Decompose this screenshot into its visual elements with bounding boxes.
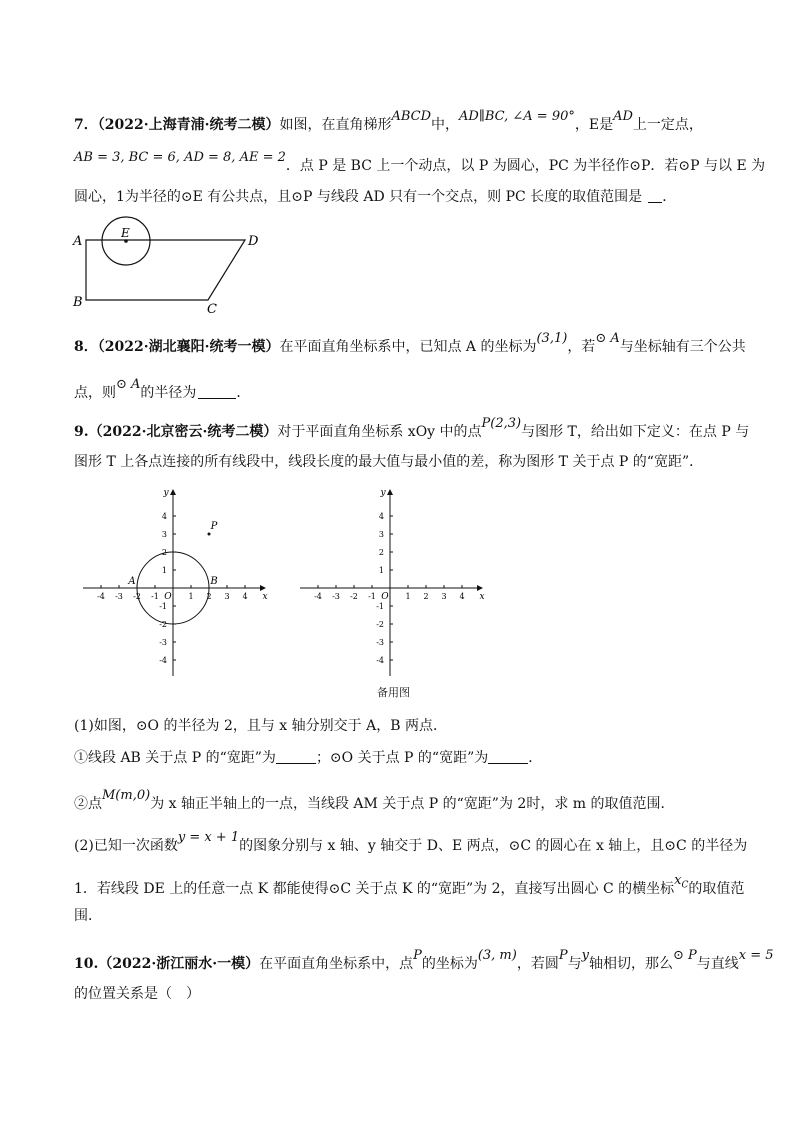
q9-part-1b <box>74 788 675 815</box>
point-p <box>208 533 211 536</box>
q9-text: 为 x 轴正半轴上的一点，当线段 AM 关于点 P 的“宽距”为 2时，求 m 的取值范围． <box>150 796 675 812</box>
fig2-x-tick-label: -2 <box>350 592 358 601</box>
label-b: B <box>73 295 83 310</box>
fig2-origin-label: O <box>381 592 389 602</box>
fig1-y-label: y <box>163 488 169 498</box>
q9-text: 的取值范 <box>688 881 745 897</box>
fig2-x-tick-label: -3 <box>332 592 340 601</box>
q9-part-1a <box>74 748 542 768</box>
q9-text: (1)如图，⊙O 的半径为 2，且与 x 轴分别交于 A，B 两点． <box>74 718 447 734</box>
q8-number: 8． <box>74 339 98 355</box>
q7-text: 上一定点， <box>632 117 703 133</box>
q9-math-point-p: P(2,3) <box>481 416 522 431</box>
q9-part-2-end <box>74 906 102 926</box>
q9-math-xc <box>674 873 689 891</box>
fig2-y-tick-label: 1 <box>378 566 384 575</box>
q9-text: 图形 T 上各点连接的所有线段中，线段长度的最大值与最小值的差，称为图形 T 关于点 P 的“宽距”． <box>74 454 704 470</box>
q8-text: 与坐标轴有三个公共 <box>619 339 746 355</box>
q10-math-circle-p: ⊙ P <box>672 948 697 963</box>
label-c: C <box>207 302 217 317</box>
q10-number: 10. <box>74 956 99 972</box>
q7-math-lengths: AB = 3, BC = 6, AD = 8, AE = 2 <box>74 150 286 165</box>
fig2-x-label: x <box>479 592 485 602</box>
q7-text: 如图，在直角梯形 <box>279 117 392 133</box>
q7-text: ，E是 <box>574 117 614 133</box>
label-a: A <box>73 234 83 249</box>
fig1-y-tick-label: -1 <box>159 602 167 611</box>
fig2-x-tick-label: -1 <box>368 592 376 601</box>
fig1-x-tick-label: 2 <box>206 592 212 601</box>
fig2-x-tick-label: 1 <box>405 592 411 601</box>
q10-text: 在平面直角坐标系中，点 <box>259 956 414 972</box>
label-p: P <box>210 521 218 532</box>
q9-math-sub-c: C <box>681 880 689 891</box>
q7-math-ad: AD <box>613 109 633 124</box>
label-e: E <box>121 226 130 240</box>
q9-math-point-m: M(m,0) <box>102 788 151 803</box>
q8-text: ． <box>236 385 251 401</box>
q9-text: 对于平面直角坐标系 xOy 中的点 <box>277 424 482 440</box>
q9-text: ①线段 AB 关于点 P 的“宽距”为 <box>74 750 276 766</box>
fig1-x-tick-label: 3 <box>224 592 230 601</box>
q10-line-2 <box>74 984 200 1004</box>
fig1-y-tick-label: 3 <box>161 530 167 539</box>
q9-text: 与图形 T，给出如下定义：在点 P 与 <box>521 424 750 440</box>
fig2-y-label: y <box>380 488 386 498</box>
q9-answer-blank-2[interactable] <box>488 750 528 764</box>
fig1-y-tick-label: -3 <box>159 638 167 647</box>
fig1-y-tick-label: -2 <box>159 620 167 629</box>
fig1-x-tick-label: -2 <box>133 592 141 601</box>
fig2-x-tick-label: 3 <box>441 592 447 601</box>
fig1-y-tick-label: -4 <box>159 656 167 665</box>
q10-text: ，若圆 <box>516 956 559 972</box>
fig2-y-tick-label: 3 <box>378 530 384 539</box>
q7-text: 中， <box>431 117 460 133</box>
fig2-x-tick-label: 4 <box>459 592 465 601</box>
label-b: B <box>210 576 218 587</box>
q8-text: 点，则 <box>74 385 116 401</box>
q10-text: 的坐标为 <box>421 956 478 972</box>
q8-text: 的半径为 <box>140 385 197 401</box>
label-a: A <box>128 576 136 587</box>
q8-math-coord: (3,1) <box>536 331 568 346</box>
q10-text: 与 <box>567 956 582 972</box>
q9-text: 围． <box>74 908 102 924</box>
q10-math-p: P <box>558 948 568 963</box>
q7-text: ．点 P 是 BC 上一个动点，以 P 为圆心，PC 为半径作⊙P．若⊙P 与以 E 为 <box>285 158 766 174</box>
q10-line-1 <box>74 948 774 975</box>
q9-text: ；⊙O 关于点 P 的“宽距”为 <box>315 750 489 766</box>
q9-math-function: y = x + 1 <box>177 830 240 845</box>
q7-source: （2022·上海青浦·统考二模） <box>97 117 280 133</box>
q9-figure-caption: 备用图 <box>377 686 410 699</box>
q10-math-p: P <box>413 948 422 963</box>
q9-number: 9. <box>74 424 89 440</box>
q9-text: 的图象分别与 x 轴、y 轴交于 D、E 两点，⊙C 的圆心在 x 轴上，且⊙C 的半径为 <box>239 838 748 854</box>
fig1-x-label: x <box>262 592 268 602</box>
q10-text: 轴相切，那么 <box>588 956 673 972</box>
fig2-y-tick-label: -1 <box>376 602 384 611</box>
q8-math-circle-a: ⊙ A <box>116 377 141 392</box>
q7-math-cond: AD∥BC, ∠A = 90° <box>459 109 575 124</box>
fig1-x-tick-label: -3 <box>115 592 123 601</box>
q9-part-2 <box>74 830 748 857</box>
fig2-y-tick-label: -3 <box>376 638 384 647</box>
q9-source: （2022·北京密云·统考二模） <box>88 424 278 440</box>
q9-text: 1．若线段 DE 上的任意一点 K 都能使得⊙C 关于点 K 的“宽距”为 2，直接写出圆心 C 的横坐标 <box>74 881 675 897</box>
fig2-y-tick-label: 2 <box>378 548 384 557</box>
fig1-x-tick-label: -1 <box>151 592 159 601</box>
q9-answer-blank-1[interactable] <box>276 750 316 764</box>
q9-part-2-cont <box>74 873 745 905</box>
label-d: D <box>248 234 259 249</box>
q8-text: 在平面直角坐标系中，已知点 A 的坐标为 <box>279 339 537 355</box>
q10-math-y: y <box>581 948 589 963</box>
q7-text: 圆心，1为半径的⊙E 有公共点，且⊙P 与线段 AD 只有一个交点，则 PC 长度的取值范围是 <box>74 189 643 205</box>
fig1-y-tick-label: 2 <box>161 548 167 557</box>
q10-text: 与直线 <box>696 956 739 972</box>
q9-text: (2)已知一次函数 <box>74 838 178 854</box>
fig1-origin-label: O <box>164 592 172 602</box>
q7-text: ． <box>662 189 677 205</box>
q9-text: ②点 <box>74 796 102 812</box>
fig2-y-tick-label: -4 <box>376 656 384 665</box>
q8-math-circle-a: ⊙ A <box>595 331 620 346</box>
fig2-x-tick-label: 2 <box>423 592 429 601</box>
fig1-y-tick-label: 4 <box>161 512 167 521</box>
q10-math-coord: (3, m) <box>477 948 517 963</box>
q8-source: （2022·湖北襄阳·统考一模） <box>97 339 280 355</box>
q10-text: 的位置关系是（ ） <box>74 986 200 1002</box>
fig1-y-tick-label: 1 <box>161 566 167 575</box>
q9-part-1 <box>74 716 447 736</box>
fig2-y-tick-label: -2 <box>376 620 384 629</box>
q7-math-abcd: ABCD <box>391 109 432 124</box>
fig1-x-tick-label: 1 <box>188 592 194 601</box>
q9-text: ． <box>528 750 543 766</box>
fig2-x-tick-label: -4 <box>314 592 322 601</box>
q9-math-x: x <box>674 873 682 888</box>
fig1-x-tick-label: 4 <box>242 592 248 601</box>
q7-number: 7． <box>74 117 98 133</box>
fig2-y-tick-label: 4 <box>378 512 384 521</box>
q8-text: ，若 <box>567 339 596 355</box>
q10-source: （2022·浙江丽水·一模） <box>98 956 260 972</box>
fig1-x-tick-label: -4 <box>97 592 105 601</box>
q10-math-line: x = 5 <box>738 948 774 963</box>
